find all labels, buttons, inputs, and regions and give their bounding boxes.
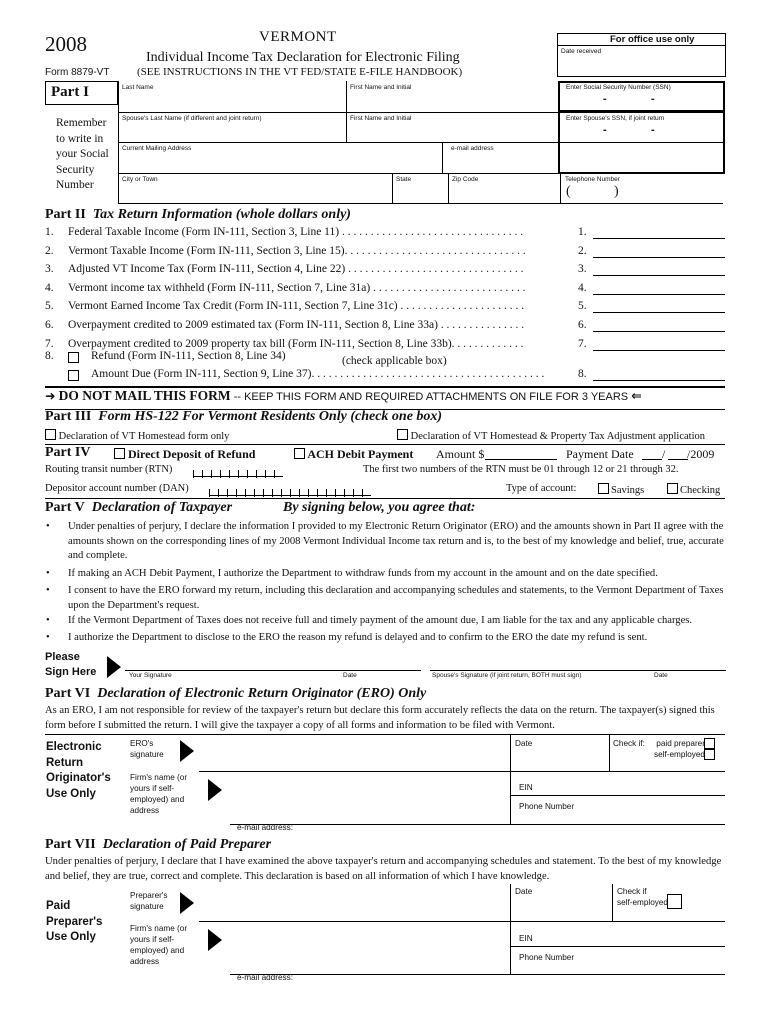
ero-signature-field[interactable]: [199, 771, 725, 772]
digit-divider: [265, 470, 266, 478]
preparer-self-employed-checkbox[interactable]: [667, 894, 682, 909]
line-amount-field[interactable]: [593, 275, 725, 276]
bullet-ach: If making an ACH Debit Payment, I authorize the Department to withdraw funds from my account in the amount and on the date specified.: [68, 568, 658, 579]
digit-divider: [308, 489, 309, 497]
preparer-firm-field[interactable]: [230, 974, 725, 975]
line-ref: 1.: [578, 226, 587, 238]
line-ref: 4.: [578, 282, 587, 294]
taxpayer-signature-field[interactable]: [125, 670, 421, 671]
sign-arrow-icon: [107, 656, 121, 678]
line-number: 5.: [45, 300, 54, 312]
form-number: Form 8879-VT: [45, 67, 110, 78]
instructions-note: (SEE INSTRUCTIONS IN THE VT FED/STATE E-FILE HANDBOOK): [137, 66, 463, 78]
spouse-first-name-field[interactable]: First Name and Initial: [350, 115, 412, 122]
line-ref: 7.: [578, 338, 587, 350]
digit-divider: [274, 470, 275, 478]
email-field[interactable]: e-mail address: [451, 145, 494, 152]
right-arrow-icon: ➜: [45, 388, 56, 403]
ero-check-labels: paid preparer self-employed: [654, 739, 705, 759]
digit-divider: [193, 470, 194, 478]
homestead-only-option[interactable]: Declaration of VT Homestead form only: [45, 429, 229, 442]
ero-email-field[interactable]: e-mail address:: [237, 823, 293, 832]
direct-deposit-checkbox[interactable]: [114, 448, 125, 459]
digit-divider: [254, 489, 255, 497]
line-number: 2.: [45, 245, 54, 257]
line-number: 1.: [45, 226, 54, 238]
digit-divider: [362, 489, 363, 497]
part4-title: Part IV: [45, 445, 91, 460]
line-number: 3.: [45, 263, 54, 275]
amount-due-label: Amount Due (Form IN-111, Section 9, Line 37). . . . . . . . . . . . . . . . . . . . . . . . . . . . . . . . . . . . . . . . .: [91, 368, 545, 380]
spouse-last-name-field[interactable]: Spouse's Last Name (if different and joint return): [122, 115, 262, 122]
digit-divider: [209, 489, 210, 497]
direct-deposit-option[interactable]: Direct Deposit of Refund: [114, 447, 255, 462]
ero-firm-arrow-icon: [208, 779, 222, 801]
line-description: Overpayment credited to 2009 property tax bill (Form IN-111, Section 8, Line 33b). . . . . . . . . . . . .: [68, 338, 524, 350]
preparer-side-label: Paid Preparer's Use Only: [46, 900, 103, 943]
payment-day-field[interactable]: [668, 459, 688, 460]
homestead-property-option[interactable]: Declaration of VT Homestead & Property Tax Adjustment application: [397, 429, 705, 442]
part3-title: Part III Form HS-122 For Vermont Residents Only (check one box): [45, 409, 443, 424]
ach-amount-field[interactable]: [485, 459, 557, 460]
mailing-address-field[interactable]: Current Mailing Address: [122, 145, 192, 152]
digit-divider: [247, 470, 248, 478]
ero-firm-label: Firm's name (or yours if self- employed) and address: [130, 773, 188, 815]
digit-divider: [326, 489, 327, 497]
digit-divider: [236, 489, 237, 497]
refund-label: Refund (Form IN-111, Section 8, Line 34): [91, 350, 286, 362]
line-ref: 5.: [578, 300, 587, 312]
left-arrow-icon: ⇐: [631, 388, 642, 403]
digit-divider: [229, 470, 230, 478]
spouse-signature-field[interactable]: [430, 670, 726, 671]
preparer-check-label: Check if self-employed: [617, 887, 668, 907]
line-amount-field[interactable]: [593, 238, 725, 239]
line-amount-field[interactable]: [593, 257, 725, 258]
payment-month-field[interactable]: [642, 459, 662, 460]
form-title: Individual Income Tax Declaration for Electronic Filing: [146, 50, 460, 65]
digit-divider: [227, 489, 228, 497]
dan-input[interactable]: [209, 483, 371, 496]
digit-divider: [263, 489, 264, 497]
account-type-label: Type of account:: [506, 483, 577, 494]
line-description: Vermont Taxable Income (Form IN-111, Section 3, Line 15). . . . . . . . . . . . . . . . . . . . . . . . . . . . . . . .: [68, 245, 526, 257]
state-field[interactable]: State: [396, 176, 412, 183]
self-employed-checkbox[interactable]: [704, 749, 715, 760]
checking-option[interactable]: Checking: [667, 483, 720, 496]
digit-divider: [290, 489, 291, 497]
checking-checkbox[interactable]: [667, 483, 678, 494]
remember-note: Remember to write in your Social Security Number: [56, 117, 109, 191]
rtn-input[interactable]: [193, 464, 283, 477]
digit-divider: [211, 470, 212, 478]
part7-paragraph: Under penalties of perjury, I declare that I have examined the above taxpayer's return and accompanying schedules and statement. To the best of my knowledge and belief, they are true, correct and complete. This declaration is based on all information of which I have knowledge.: [45, 856, 722, 882]
part6-paragraph: As an ERO, I am not responsible for review of the taxpayer's return but declare this form accurately reflects the data on the return. The taxpayer(s) signed this form before I submitted the return. I will give the taxpayer a copy of all forms and information to be filed with Vermont.: [45, 705, 715, 731]
last-name-field[interactable]: Last Name: [122, 84, 154, 91]
digit-divider: [238, 470, 239, 478]
savings-option[interactable]: Savings: [598, 483, 644, 496]
digit-divider: [245, 489, 246, 497]
preparer-email-field[interactable]: e-mail address:: [237, 973, 293, 982]
city-field[interactable]: City or Town: [122, 176, 158, 183]
ero-signature-label: ERO's signature: [130, 739, 164, 759]
do-not-mail-notice: ➜ DO NOT MAIL THIS FORM -- KEEP THIS FORM AND REQUIRED ATTACHMENTS ON FILE FOR 3 YEARS ⇐: [45, 388, 642, 403]
line-ref: 3.: [578, 263, 587, 275]
line-amount-field[interactable]: [593, 331, 725, 332]
preparer-arrow-icon: [180, 892, 194, 914]
paid-preparer-checkbox[interactable]: [704, 738, 715, 749]
homestead-only-checkbox[interactable]: [45, 429, 56, 440]
ach-debit-checkbox[interactable]: [294, 448, 305, 459]
line-amount-field[interactable]: [593, 294, 725, 295]
digit-divider: [272, 489, 273, 497]
ero-ein-field[interactable]: [510, 795, 725, 796]
zip-field[interactable]: Zip Code: [452, 176, 479, 183]
bullet-consent: I consent to have the ERO forward my return, including this declaration and accompanying schedules and statements, to the Vermont Department of Taxes upon the Department's request.: [68, 585, 724, 611]
first-name-field[interactable]: First Name and Initial: [350, 84, 412, 91]
part5-subtitle: By signing below, you agree that:: [283, 500, 476, 515]
line-description: Vermont income tax withheld (Form IN-111, Section 7, Line 31a) . . . . . . . . . . . . . . . . . . . . . . . . . . .: [68, 282, 526, 294]
part6-title: Part VI Declaration of Electronic Return Originator (ERO) Only: [45, 686, 427, 701]
digit-divider: [202, 470, 203, 478]
digit-divider: [344, 489, 345, 497]
digit-divider: [353, 489, 354, 497]
line8-amount-field[interactable]: [593, 380, 725, 381]
refund-checkbox[interactable]: [68, 352, 79, 363]
line-number: 4.: [45, 282, 54, 294]
savings-checkbox[interactable]: [598, 483, 609, 494]
ero-arrow-icon: [180, 740, 194, 762]
phone-field[interactable]: Telephone Number: [565, 176, 620, 183]
line-ref: 2.: [578, 245, 587, 257]
line-number: 7.: [45, 338, 54, 350]
part7-title: Part VII Declaration of Paid Preparer: [45, 837, 272, 852]
amount-due-checkbox[interactable]: [68, 370, 79, 381]
line-description: Federal Taxable Income (Form IN-111, Section 3, Line 11) . . . . . . . . . . . . . . . . . . . . . . . . . . . . . . . .: [68, 226, 524, 238]
spouse-ssn-label: Enter Spouse's SSN, if joint return: [566, 115, 665, 122]
payment-date-label: Payment Date: [566, 447, 634, 461]
please-sign-label: Please Sign Here: [45, 651, 97, 678]
dan-label: Depositor account number (DAN): [45, 483, 189, 494]
digit-divider: [317, 489, 318, 497]
digit-divider: [220, 470, 221, 478]
line-description: Overpayment credited to 2009 estimated tax (Form IN-111, Section 8, Line 33a) . . . . . . . . . . . . . . .: [68, 319, 525, 331]
rtn-label: Routing transit number (RTN): [45, 464, 173, 475]
ach-debit-option[interactable]: ACH Debit Payment: [294, 447, 413, 462]
ssn-label: Enter Social Security Number (SSN): [566, 84, 671, 91]
digit-divider: [281, 489, 282, 497]
form-year: 2008: [45, 32, 87, 56]
ero-firm-field[interactable]: [230, 824, 725, 825]
date-received-label: Date received: [561, 48, 602, 55]
preparer-signature-label: Preparer's signature: [130, 891, 168, 911]
preparer-firm-arrow-icon: [208, 929, 222, 951]
bullet-liability: If the Vermont Department of Taxes does not receive full and timely payment of the amount due, I am liable for the tax and any applicable charges.: [68, 615, 693, 626]
check-applicable-note: (check applicable box): [342, 355, 447, 367]
digit-divider: [256, 470, 257, 478]
digit-divider: [335, 489, 336, 497]
part5-title: Part V Declaration of Taxpayer: [45, 500, 233, 515]
line-number: 6.: [45, 319, 54, 331]
line-description: Vermont Earned Income Tax Credit (Form IN-111, Section 7, Line 31c) . . . . . . . . . . . . . . . . . . . . . .: [68, 300, 525, 312]
preparer-ein-field[interactable]: [510, 946, 725, 947]
preparer-signature-field[interactable]: [199, 921, 725, 922]
office-use-label: For office use only: [610, 34, 695, 45]
line-description: Adjusted VT Income Tax (Form IN-111, Section 4, Line 22) . . . . . . . . . . . . . . . . . . . . . . . . . . . . . . .: [68, 263, 524, 275]
amount-label: Amount $: [436, 447, 485, 461]
line-ref: 6.: [578, 319, 587, 331]
homestead-property-checkbox[interactable]: [397, 429, 408, 440]
part2-title: Part II Tax Return Information (whole dollars only): [45, 207, 351, 222]
preparer-firm-label: Firm's name (or yours if self- employed) and address: [130, 924, 188, 966]
bullet-penalties: Under penalties of perjury, I declare the information I provided to my Electronic Return Originator (ERO) and the amounts shown in Part II agree with the amounts shown on the corresponding lines of my 2008 Vermont Individual Income tax return and is, to the best of my knowledge and belief, true, accurate and complete.: [68, 521, 724, 561]
part1-title: Part I: [51, 84, 89, 100]
line-amount-field[interactable]: [593, 312, 725, 313]
bullet-disclose: I authorize the Department to disclose to the ERO the reason my refund is delayed and to confirm to the ERO the date my refund is sent.: [68, 632, 648, 643]
state-title: VERMONT: [259, 29, 337, 45]
digit-divider: [299, 489, 300, 497]
rtn-note: The first two numbers of the RTN must be 01 through 12 or 21 through 32.: [363, 464, 679, 475]
line-amount-field[interactable]: [593, 350, 725, 351]
digit-divider: [218, 489, 219, 497]
ero-side-label: Electronic Return Originator's Use Only: [46, 741, 111, 800]
